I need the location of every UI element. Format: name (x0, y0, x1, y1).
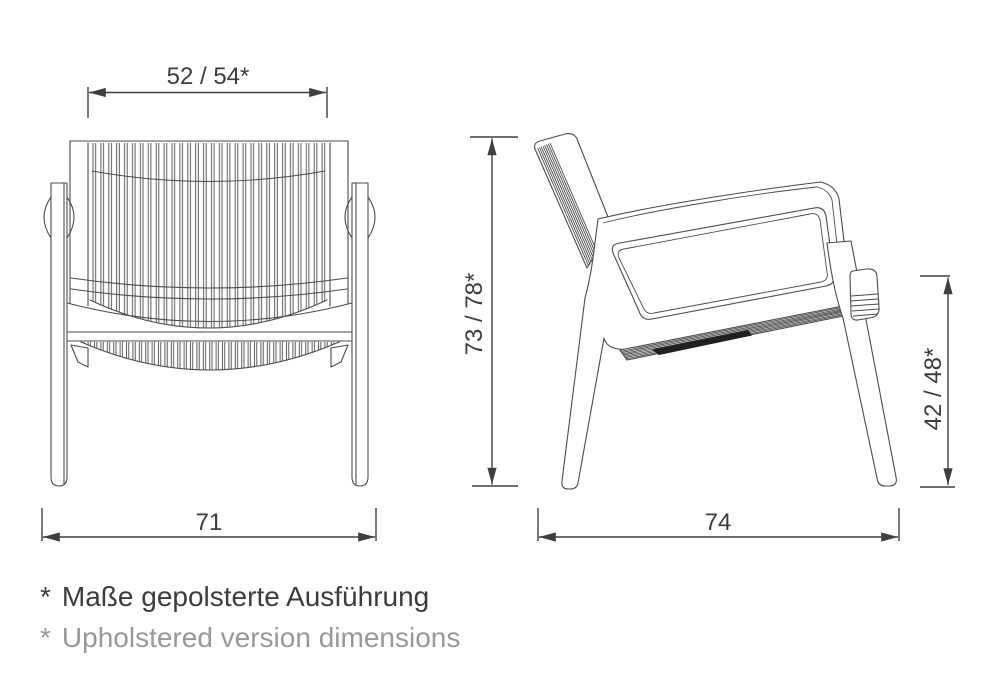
front-armrest-right (345, 197, 375, 238)
footnote-german-text: Maße gepolsterte Ausführung (61, 581, 430, 612)
overall-depth-label: 74 (704, 509, 732, 536)
front-rear-leg-stub-left (71, 345, 88, 367)
armrest-height-label: 42 / 48* (920, 347, 947, 431)
back-width-label: 52 / 54* (166, 63, 250, 90)
front-seat-rails (67, 332, 352, 341)
side-view-drawing (535, 134, 897, 489)
asterisk-marker: * (40, 622, 51, 653)
dimension-back-width (88, 63, 327, 118)
footnote-english (40, 623, 460, 653)
front-rear-leg-stub-right (331, 345, 348, 367)
dimension-overall-width (42, 508, 376, 541)
footnote-german (40, 582, 429, 612)
dimension-overall-height (461, 137, 518, 486)
dimension-armrest-height (920, 276, 955, 487)
overall-height-label: 73 / 78* (461, 272, 488, 356)
asterisk-marker: * (40, 581, 51, 612)
front-view-drawing (44, 141, 375, 486)
footnote-english-text: Upholstered version dimensions (61, 622, 461, 653)
overall-width-label: 71 (195, 509, 223, 536)
dimension-overall-depth (538, 508, 899, 541)
front-leg-right (352, 183, 368, 486)
front-backrest-slats (90, 143, 327, 328)
front-leg-left (51, 183, 67, 486)
